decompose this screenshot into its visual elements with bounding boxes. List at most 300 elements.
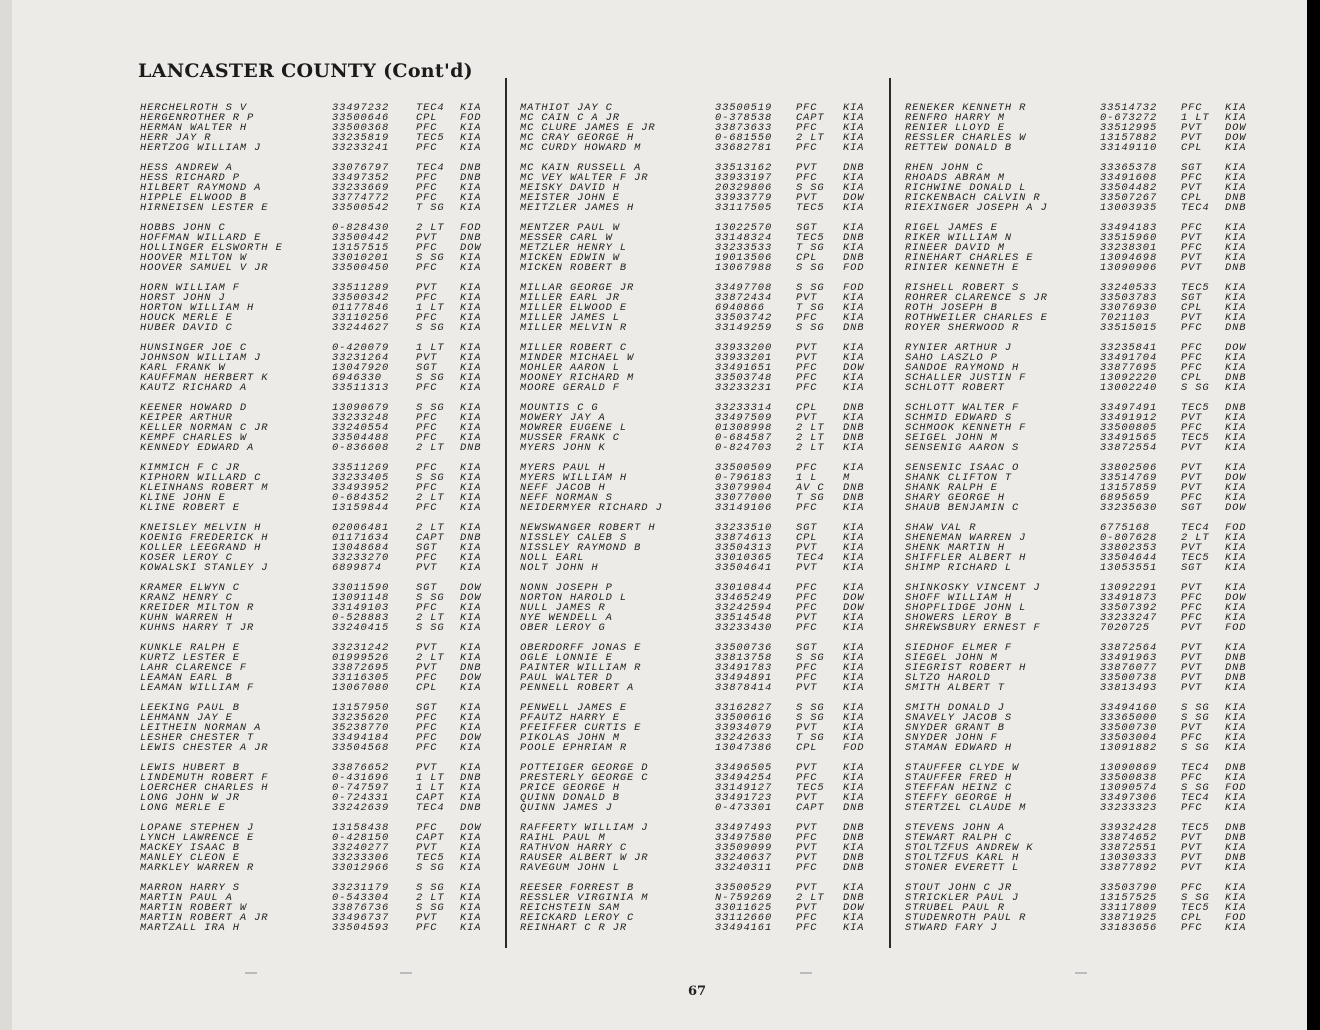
entry-status: KIA (843, 682, 865, 695)
entry-status: KIA (1225, 432, 1247, 445)
entry-name: SENSENIC ISAAC O (905, 461, 1020, 474)
entry-status: KIA (460, 761, 482, 774)
entry-status: KIA (843, 341, 865, 354)
entry-serial-number: 0-673272 (1100, 112, 1158, 125)
entry-status: KIA (1225, 771, 1247, 784)
entry-serial-number: 6940866 (715, 302, 765, 315)
entry-status: KIA (460, 851, 482, 864)
entry-rank: S SG (1181, 742, 1210, 755)
entry-serial-number: 33500805 (1100, 422, 1158, 435)
entry-rank: S SG (796, 322, 825, 335)
entry-rank: TEC4 (416, 161, 445, 174)
entry-serial-number: 33872695 (332, 661, 390, 674)
entry-name: MARKLEY WARREN R (140, 862, 255, 874)
entry-serial-number: 33500736 (715, 641, 773, 654)
entry-rank: CPL (796, 531, 818, 544)
entry-serial-number: 33504313 (715, 541, 773, 554)
entry-rank: PVT (1181, 672, 1203, 684)
entry-status: KIA (460, 322, 482, 335)
entry-name: NORTON HAROLD L (520, 591, 628, 604)
entry-serial-number: 33682781 (715, 142, 773, 155)
entry-rank: PFC (416, 122, 438, 135)
entry-serial-number: 33491963 (1100, 651, 1158, 664)
entry-name: REICKARD LEROY C (520, 911, 635, 924)
entry-status: KIA (460, 182, 482, 195)
entry-rank: T SG (796, 302, 825, 315)
entry-status: KIA (1225, 442, 1247, 455)
entry-serial-number: 33010365 (715, 552, 773, 565)
entry-rank: CAPT (416, 531, 445, 544)
entry-name: SHIFFLER ALBERT H (905, 552, 1027, 565)
entry-status: DOW (843, 192, 865, 205)
entry-rank: S SG (416, 622, 445, 635)
entry-status: KIA (843, 711, 865, 724)
entry-status: KIA (460, 262, 482, 275)
entry-status: KIA (1225, 552, 1247, 565)
scan-mark (400, 972, 412, 974)
entry-name: RESSLER CHARLES W (905, 132, 1027, 145)
entry-name: MINDER MICHAEL W (520, 351, 635, 364)
entry-serial-number: 33500838 (1100, 771, 1158, 784)
entry-name: MEISTER JOHN E (520, 192, 620, 205)
entry-name: NEFF NORMAN S (520, 492, 613, 505)
entry-name: RAIHL PAUL M (520, 831, 606, 844)
entry-rank: PFC (1181, 221, 1203, 234)
entry-serial-number: 33079904 (715, 482, 773, 494)
entry-rank: TEC4 (1181, 791, 1210, 804)
entry-status: KIA (460, 742, 482, 755)
entry-rank: CAPT (796, 802, 825, 815)
entry-serial-number: 33813493 (1100, 682, 1158, 695)
entry-name: KUHN WARREN H (140, 612, 233, 625)
entry-status: DNB (1225, 401, 1247, 414)
entry-name: KARL FRANK W (140, 362, 226, 375)
entry-rank: SGT (1181, 502, 1203, 515)
entry-serial-number: 33494161 (715, 921, 773, 934)
entry-name: HORST JOHN J (140, 292, 226, 304)
entry-serial-number: 33233270 (332, 552, 390, 565)
entry-status: KIA (1225, 221, 1247, 234)
entry-name: LINDEMUTH ROBERT F (140, 771, 269, 784)
entry-serial-number: 33242594 (715, 601, 773, 614)
entry-serial-number: 01171634 (332, 531, 390, 544)
entry-name: KIPHORN WILLARD C (140, 471, 262, 484)
entry-status: KIA (460, 651, 482, 664)
entry-status: FOD (1225, 521, 1247, 534)
entry-serial-number: 33233669 (332, 182, 390, 195)
entry-rank: PFC (1181, 172, 1203, 185)
entry-serial-number: 33233248 (332, 411, 390, 424)
entry-status: KIA (460, 292, 482, 304)
entry-serial-number: 33465249 (715, 591, 773, 604)
entry-rank: PFC (796, 461, 818, 474)
entry-status: KIA (843, 841, 865, 854)
column-divider (505, 78, 507, 948)
entry-status: DNB (460, 661, 482, 674)
entry-serial-number: 02006481 (332, 521, 390, 534)
entry-status: KIA (460, 312, 482, 325)
entry-name: NONN JOSEPH P (520, 581, 613, 594)
entry-status: DNB (843, 802, 865, 815)
entry-name: LOPANE STEPHEN J (140, 821, 255, 834)
entry-name: MOHLER AARON L (520, 362, 620, 375)
entry-serial-number: 33240311 (715, 862, 773, 874)
entry-name: STRUBEL PAUL R (905, 901, 1005, 914)
entry-status: KIA (1225, 901, 1247, 914)
entry-name: HIPPLE ELWOOD B (140, 192, 248, 205)
entry-rank: S SG (416, 881, 445, 894)
entry-status: DOW (843, 901, 865, 914)
entry-serial-number: 33162827 (715, 701, 773, 714)
entry-serial-number: 33512995 (1100, 122, 1158, 135)
entry-rank: PFC (416, 262, 438, 275)
entry-status: KIA (843, 411, 865, 424)
entry-name: KOENIG FREDERICK H (140, 531, 269, 544)
entry-status: KIA (843, 761, 865, 774)
entry-serial-number: 33504641 (715, 562, 773, 575)
entry-name: RIEXINGER JOSEPH A J (905, 202, 1048, 215)
entry-rank: PFC (796, 622, 818, 635)
entry-rank: PFC (416, 242, 438, 255)
entry-serial-number: 33500730 (1100, 721, 1158, 734)
entry-rank: PVT (1181, 841, 1203, 854)
entry-rank: PFC (416, 292, 438, 304)
entry-rank: PVT (1181, 851, 1203, 864)
entry-name: MOUNTIS C G (520, 401, 599, 414)
entry-name: HESS ANDREW A (140, 161, 233, 174)
entry-status: KIA (1225, 721, 1247, 734)
entry-serial-number: 33933200 (715, 341, 773, 354)
entry-serial-number: 13053551 (1100, 562, 1158, 575)
entry-rank: PVT (796, 541, 818, 554)
entry-serial-number: 13047386 (715, 742, 773, 755)
entry-name: STERTZEL CLAUDE M (905, 802, 1027, 815)
entry-rank: TEC5 (796, 781, 825, 794)
entry-rank: PFC (796, 312, 818, 325)
entry-serial-number: 33504644 (1100, 552, 1158, 565)
entry-serial-number: 0-824703 (715, 442, 773, 455)
entry-serial-number: 13157859 (1100, 482, 1158, 494)
entry-status: KIA (843, 372, 865, 385)
entry-name: PENWELL JAMES E (520, 701, 628, 714)
entry-serial-number: 33233247 (1100, 612, 1158, 625)
entry-name: STONER EVERETT L (905, 862, 1020, 874)
entry-serial-number: 33183656 (1100, 921, 1158, 934)
entry-name: STEWART RALPH C (905, 831, 1013, 844)
column-divider (889, 78, 891, 948)
entry-name: NYE WENDELL A (520, 612, 613, 625)
entry-rank: S SG (416, 322, 445, 335)
entry-serial-number: 33500646 (332, 112, 390, 125)
entry-rank: PFC (796, 911, 818, 924)
entry-status: KIA (460, 641, 482, 654)
entry-name: SANDOE RAYMOND H (905, 362, 1020, 375)
entry-rank: PFC (1181, 921, 1203, 934)
entry-rank: SGT (1181, 292, 1203, 304)
entry-rank: PVT (1181, 442, 1203, 455)
entry-status: DNB (1225, 192, 1247, 205)
entry-status: KIA (1225, 142, 1247, 155)
entry-name: HERMAN WALTER H (140, 122, 248, 135)
entry-rank: 2 LT (416, 442, 445, 455)
entry-name: HORTON WILLIAM H (140, 302, 255, 315)
entry-rank: TEC5 (1181, 552, 1210, 565)
entry-rank: CPL (796, 401, 818, 414)
entry-status: KIA (843, 132, 865, 145)
entry-rank: PFC (1181, 341, 1203, 354)
entry-rank: PFC (796, 382, 818, 395)
entry-name: RENFRO HARRY M (905, 112, 1005, 125)
entry-name: SIEGEL JOHN M (905, 651, 998, 664)
entry-name: SHINKOSKY VINCENT J (905, 581, 1041, 594)
entry-name: LONG MERLE E (140, 802, 226, 815)
entry-serial-number: 33496737 (332, 911, 390, 924)
entry-serial-number: 33500529 (715, 881, 773, 894)
entry-serial-number: 33244627 (332, 322, 390, 335)
entry-serial-number: 33497509 (715, 411, 773, 424)
entry-name: STEVENS JOHN A (905, 821, 1005, 834)
entry-status: FOD (1225, 622, 1247, 635)
entry-status: DOW (843, 362, 865, 375)
entry-serial-number: 33877695 (1100, 362, 1158, 375)
entry-serial-number: 33238301 (1100, 242, 1158, 255)
entry-rank: CPL (1181, 192, 1203, 205)
entry-rank: PFC (796, 372, 818, 385)
entry-serial-number: 35238770 (332, 721, 390, 734)
entry-rank: PFC (796, 862, 818, 874)
entry-rank: PVT (796, 791, 818, 804)
entry-name: RIKER WILLIAM N (905, 232, 1013, 245)
entry-name: HOFFMAN WILLARD E (140, 232, 262, 245)
entry-status: KIA (460, 502, 482, 515)
entry-rank: CAPT (416, 791, 445, 804)
entry-status: KIA (1225, 581, 1247, 594)
entry-status: KIA (1225, 461, 1247, 474)
entry-name: PFAUTZ HARRY E (520, 711, 620, 724)
entry-rank: PVT (796, 841, 818, 854)
entry-rank: S SG (416, 401, 445, 414)
entry-rank: 1 LT (1181, 112, 1210, 125)
entry-status: KIA (1225, 312, 1247, 325)
entry-rank: PVT (1181, 182, 1203, 195)
entry-rank: PVT (416, 562, 438, 575)
entry-rank: SGT (796, 521, 818, 534)
entry-name: RATHVON HARRY C (520, 841, 628, 854)
entry-serial-number: 33934079 (715, 721, 773, 734)
entry-rank: PFC (416, 552, 438, 565)
entry-name: SHIMP RICHARD L (905, 562, 1013, 575)
entry-name: SHENEMAN WARREN J (905, 531, 1027, 544)
entry-rank: T SG (796, 492, 825, 505)
entry-status: KIA (460, 202, 482, 215)
entry-name: METZLER HENRY L (520, 242, 628, 255)
entry-status: DNB (843, 161, 865, 174)
entry-name: STEFFAN HEINZ C (905, 781, 1013, 794)
entry-serial-number: 33500519 (715, 102, 773, 114)
entry-name: STEFFY GEORGE H (905, 791, 1013, 804)
entry-serial-number: 33802506 (1100, 461, 1158, 474)
entry-rank: PVT (1181, 682, 1203, 695)
entry-status: KIA (460, 541, 482, 554)
entry-serial-number: 33497306 (1100, 791, 1158, 804)
entry-serial-number: 0-543304 (332, 891, 390, 904)
entry-name: NISSLEY CALEB S (520, 531, 628, 544)
entry-serial-number: 33774772 (332, 192, 390, 205)
entry-serial-number: 33500442 (332, 232, 390, 245)
entry-serial-number: 33240415 (332, 622, 390, 635)
entry-serial-number: 33511313 (332, 382, 390, 395)
entry-name: MILLER MELVIN R (520, 322, 628, 335)
entry-status: DNB (460, 802, 482, 815)
entry-rank: 2 LT (416, 221, 445, 234)
entry-name: RINEER DAVID M (905, 242, 1005, 255)
entry-rank: PVT (1181, 471, 1203, 484)
entry-rank: CPL (796, 252, 818, 265)
entry-serial-number: 0-807628 (1100, 531, 1158, 544)
entry-serial-number: 33514732 (1100, 102, 1158, 114)
entry-rank: CPL (1181, 142, 1203, 155)
entry-name: KOSER LEROY C (140, 552, 233, 565)
entry-status: DNB (843, 432, 865, 445)
entry-status: KIA (843, 202, 865, 215)
entry-rank: S SG (796, 711, 825, 724)
entry-serial-number: 33511269 (332, 461, 390, 474)
entry-rank: PFC (416, 142, 438, 155)
entry-serial-number: 33494254 (715, 771, 773, 784)
entry-serial-number: 33491873 (1100, 591, 1158, 604)
entry-rank: PFC (1181, 492, 1203, 505)
entry-name: LEHMANN JAY E (140, 711, 233, 724)
entry-status: DNB (1225, 661, 1247, 674)
entry-name: SHOWERS LEROY B (905, 612, 1013, 625)
entry-serial-number: 33149259 (715, 322, 773, 335)
entry-rank: CPL (1181, 302, 1203, 315)
entry-serial-number: 33874652 (1100, 831, 1158, 844)
entry-serial-number: 33877892 (1100, 862, 1158, 874)
entry-serial-number: 33872554 (1100, 442, 1158, 455)
entry-name: STOLTZFUS ANDREW K (905, 841, 1034, 854)
entry-name: KAUFFMAN HERBERT K (140, 372, 269, 385)
entry-serial-number: 33116305 (332, 672, 390, 684)
entry-status: DNB (460, 172, 482, 185)
entry-rank: PFC (416, 192, 438, 205)
entry-rank: CAPT (416, 831, 445, 844)
entry-name: MARRON HARRY S (140, 881, 240, 894)
entry-serial-number: 33233231 (715, 382, 773, 395)
entry-status: DNB (843, 851, 865, 864)
entry-serial-number: 13091882 (1100, 742, 1158, 755)
entry-serial-number: 33012966 (332, 862, 390, 874)
entry-status: KIA (460, 701, 482, 714)
entry-serial-number: 0-796183 (715, 471, 773, 484)
entry-rank: PFC (1181, 601, 1203, 614)
entry-name: MC CURDY HOWARD M (520, 142, 642, 155)
entry-rank: 1 LT (416, 781, 445, 794)
entry-rank: PFC (416, 742, 438, 755)
entry-name: KRANZ HENRY C (140, 591, 233, 604)
entry-serial-number: 33504488 (332, 432, 390, 445)
entry-rank: S SG (416, 252, 445, 265)
entry-rank: PFC (416, 432, 438, 445)
entry-serial-number: 33513162 (715, 161, 773, 174)
entry-status: KIA (1225, 841, 1247, 854)
page-number: 67 (688, 984, 707, 999)
entry-serial-number: 33011590 (332, 581, 390, 594)
entry-name: HIRNEISEN LESTER E (140, 202, 269, 215)
entry-serial-number: 33871925 (1100, 911, 1158, 924)
entry-rank: PFC (796, 591, 818, 604)
entry-serial-number: 19013506 (715, 252, 773, 265)
entry-name: STAUFFER FRED H (905, 771, 1013, 784)
entry-name: HERTZOG WILLIAM J (140, 142, 262, 155)
entry-serial-number: 33497232 (332, 102, 390, 114)
entry-rank: PFC (1181, 731, 1203, 744)
entry-status: DNB (1225, 761, 1247, 774)
entry-status: KIA (460, 132, 482, 145)
entry-status: KIA (843, 791, 865, 804)
entry-status: DNB (1225, 322, 1247, 335)
entry-status: KIA (460, 552, 482, 565)
entry-serial-number: 33497708 (715, 281, 773, 294)
entry-rank: CPL (1181, 372, 1203, 385)
entry-rank: PVT (1181, 661, 1203, 674)
entry-status: DOW (460, 242, 482, 255)
entry-serial-number: 33511289 (332, 281, 390, 294)
entry-status: KIA (460, 351, 482, 364)
entry-serial-number: 33148324 (715, 232, 773, 245)
entry-rank: PVT (1181, 641, 1203, 654)
entry-serial-number: 33500616 (715, 711, 773, 724)
entry-status: KIA (843, 911, 865, 924)
entry-rank: TEC5 (796, 202, 825, 215)
entry-rank: PFC (796, 362, 818, 375)
entry-status: DNB (1225, 851, 1247, 864)
entry-name: KIMMICH F C JR (140, 461, 240, 474)
scan-mark (1075, 972, 1087, 974)
entry-serial-number: 6775168 (1100, 521, 1150, 534)
entry-name: HORN WILLIAM F (140, 281, 240, 294)
entry-status: KIA (460, 492, 482, 505)
entry-rank: PVT (796, 192, 818, 205)
entry-serial-number: 33149127 (715, 781, 773, 794)
entry-serial-number: 33240637 (715, 851, 773, 864)
entry-name: SHOPFLIDGE JOHN L (905, 601, 1027, 614)
entry-status: KIA (1225, 422, 1247, 435)
entry-status: DNB (1225, 202, 1247, 215)
entry-status: KIA (843, 461, 865, 474)
entry-serial-number: 0-431696 (332, 771, 390, 784)
entry-name: LYNCH LAWRENCE E (140, 831, 255, 844)
entry-rank: TEC4 (416, 102, 445, 114)
entry-serial-number: 13030333 (1100, 851, 1158, 864)
entry-rank: PFC (796, 601, 818, 614)
entry-name: SCHLOTT ROBERT (905, 382, 1005, 395)
entry-name: HUNSINGER JOE C (140, 341, 248, 354)
entry-status: DNB (843, 232, 865, 245)
entry-name: RYNIER ARTHUR J (905, 341, 1013, 354)
entry-name: SHENK MARTIN H (905, 541, 1005, 554)
entry-name: MOWRER EUGENE L (520, 422, 628, 435)
entry-rank: 1 LT (416, 341, 445, 354)
entry-name: LONG JOHN W JR (140, 791, 240, 804)
entry-name: HOOVER MILTON W (140, 252, 248, 265)
entry-status: KIA (843, 552, 865, 565)
entry-serial-number: 13067080 (332, 682, 390, 695)
entry-rank: S SG (1181, 891, 1210, 904)
entry-status: DOW (1225, 591, 1247, 604)
entry-name: REESER FORREST B (520, 881, 635, 894)
entry-status: DNB (1225, 372, 1247, 385)
